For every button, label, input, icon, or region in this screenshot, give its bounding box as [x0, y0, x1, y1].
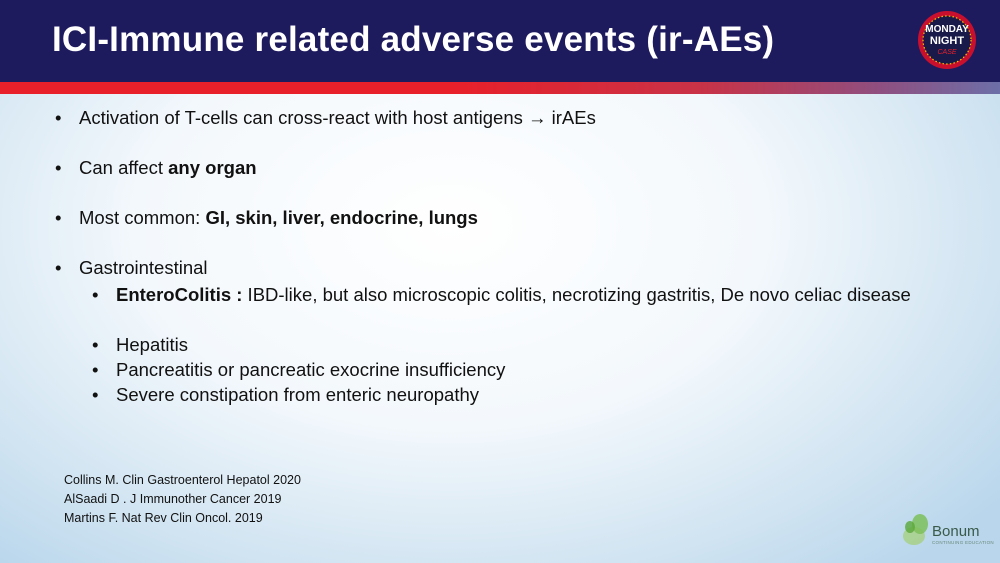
sub-bullet-text: Hepatitis: [116, 334, 188, 355]
header-bar: [0, 0, 1000, 82]
reference-item: AlSaadi D . J Immunother Cancer 2019: [64, 492, 282, 506]
monday-night-case-logo: [917, 10, 977, 70]
slide-title: ICI-Immune related adverse events (ir-AEs): [52, 20, 775, 59]
bullet-dot: •: [55, 157, 62, 178]
bullet-dot: •: [92, 284, 99, 305]
bullet-dot: •: [92, 384, 99, 405]
sub-bullet-text: Pancreatitis or pancreatic exocrine insufficiency: [116, 359, 506, 380]
bullet-dot: •: [92, 334, 99, 355]
bullet-dot: •: [55, 257, 62, 278]
logo-line1: MONDAY: [925, 24, 969, 35]
bullet-dot: •: [92, 359, 99, 380]
references: [64, 471, 301, 528]
bullet-text: Gastrointestinal: [79, 257, 208, 278]
bullet-text: Activation of T-cells can cross-react with host antigens → irAEs: [79, 107, 596, 128]
accent-stripe: [0, 82, 1000, 94]
bullet-text: Most common: GI, skin, liver, endocrine, lungs: [79, 207, 478, 228]
bullet-dot: •: [55, 207, 62, 228]
reference-item: Martins F. Nat Rev Clin Oncol. 2019: [64, 511, 263, 525]
reference-item: Collins M. Clin Gastroenterol Hepatol 2020: [64, 473, 301, 487]
bonum-logo-tagline: CONTINUING EDUCATION: [932, 540, 994, 545]
logo-line2: NIGHT: [929, 35, 965, 47]
logo-line3: CASE: [937, 49, 957, 56]
bullet-text: Can affect any organ: [79, 157, 257, 178]
sub-bullet-text: EnteroColitis : IBD-like, but also microscopic colitis, necrotizing gastritis, De novo celiac disease: [116, 284, 911, 305]
bullet-dot: •: [55, 107, 62, 128]
bonum-logo-name: Bonum: [932, 523, 980, 540]
sub-bullet-text: Severe constipation from enteric neuropathy: [116, 384, 480, 405]
